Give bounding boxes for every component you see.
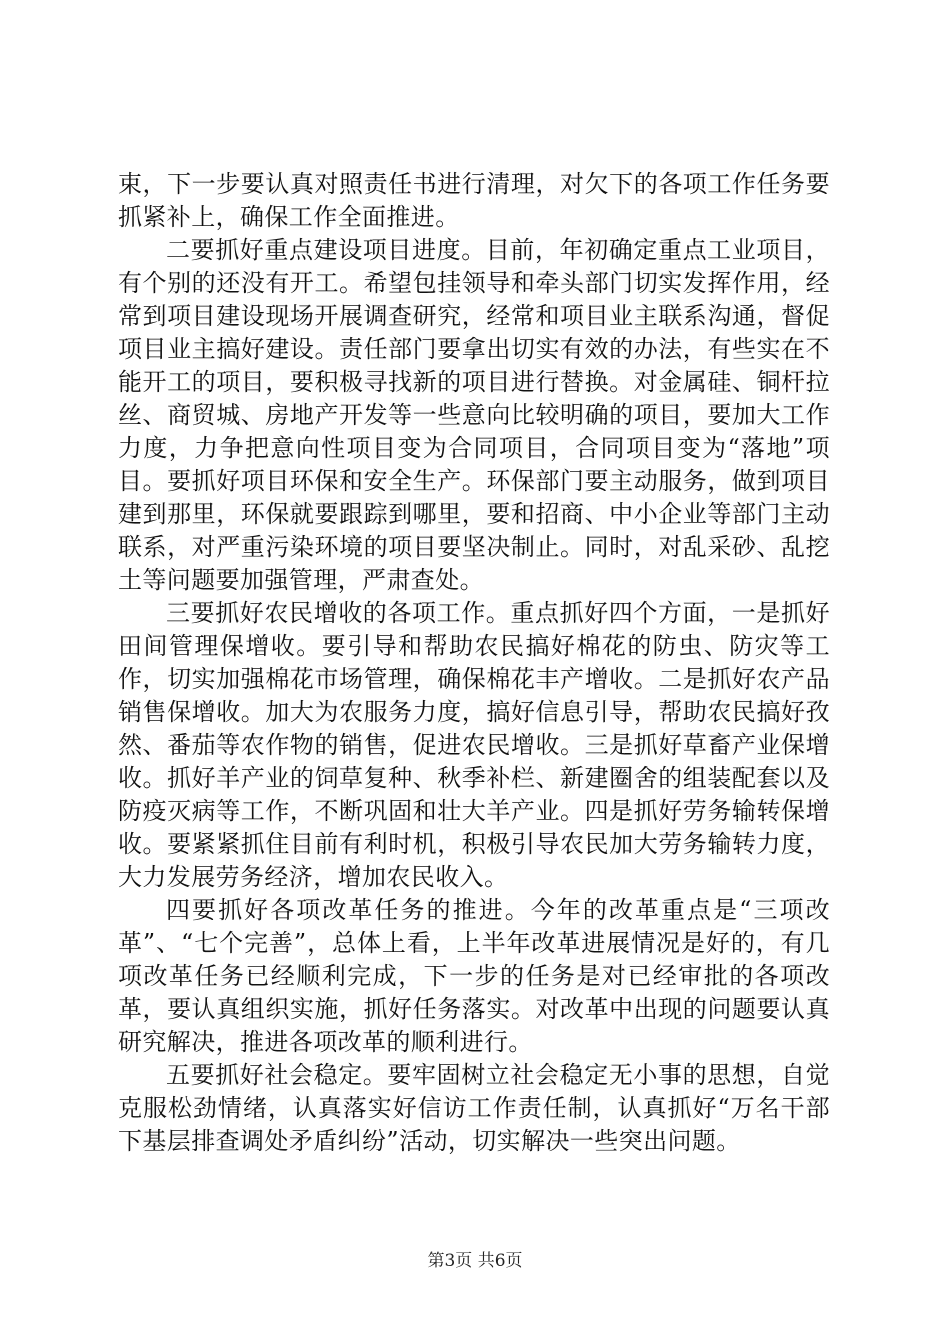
paragraph-4: 四要抓好各项改革任务的推进。今年的改革重点是“三项改革”、“七个完善”，总体上看，上半年改革进展情况是好的，有几项改革任务已经顺利完成，下一步的任务是对已经审批的各项改革，要认真组织实施，抓好任务落实。对改革中出现的问题要认真研究解决，推进各项改革的顺利进行。 (118, 896, 830, 1056)
document-body (118, 168, 830, 1158)
paragraph-1: 束，下一步要认真对照责任书进行清理，对欠下的各项工作任务要抓紧补上，确保工作全面推进。 (118, 170, 830, 231)
paragraph-3: 三要抓好农民增收的各项工作。重点抓好四个方面，一是抓好田间管理保增收。要引导和帮助农民搞好棉花的防虫、防灾等工作，切实加强棉花市场管理，确保棉花丰产增收。二是抓好农产品销售保增收。加大为农服务力度，搞好信息引导，帮助农民搞好孜然、番茄等农作物的销售，促进农民增收。三是抓好草畜产业保增收。抓好羊产业的饲草复种、秋季补栏、新建圈舍的组装配套以及防疫灭病等工作，不断巩固和壮大羊产业。四是抓好劳务输转保增收。要紧紧抓住目前有利时机，积极引导农民加大劳务输转力度，大力发展劳务经济，增加农民收入。 (118, 599, 830, 891)
paragraph-2: 二要抓好重点建设项目进度。目前，年初确定重点工业项目，有个别的还没有开工。希望包挂领导和牵头部门切实发挥作用，经常到项目建设现场开展调查研究，经常和项目业主联系沟通，督促项目业主搞好建设。责任部门要拿出切实有效的办法，有些实在不能开工的项目，要积极寻找新的项目进行替换。对金属硅、铜杆拉丝、商贸城、房地产开发等一些意向比较明确的项目，要加大工作力度，力争把意向性项目变为合同项目，合同项目变为“落地”项目。要抓好项目环保和安全生产。环保部门要主动服务，做到项目建到那里，环保就要跟踪到哪里，要和招商、中小企业等部门主动联系，对严重污染环境的项目要坚决制止。同时，对乱采砂、乱挖土等问题要加强管理，严肃查处。 (118, 236, 830, 594)
paragraph-5: 五要抓好社会稳定。要牢固树立社会稳定无小事的思想，自觉克服松劲情绪，认真落实好信访工作责任制，认真抓好“万名干部下基层排查调处矛盾纠纷”活动，切实解决一些突出问题。 (118, 1061, 830, 1155)
page-footer: 第3页 共6页 (427, 1251, 523, 1271)
